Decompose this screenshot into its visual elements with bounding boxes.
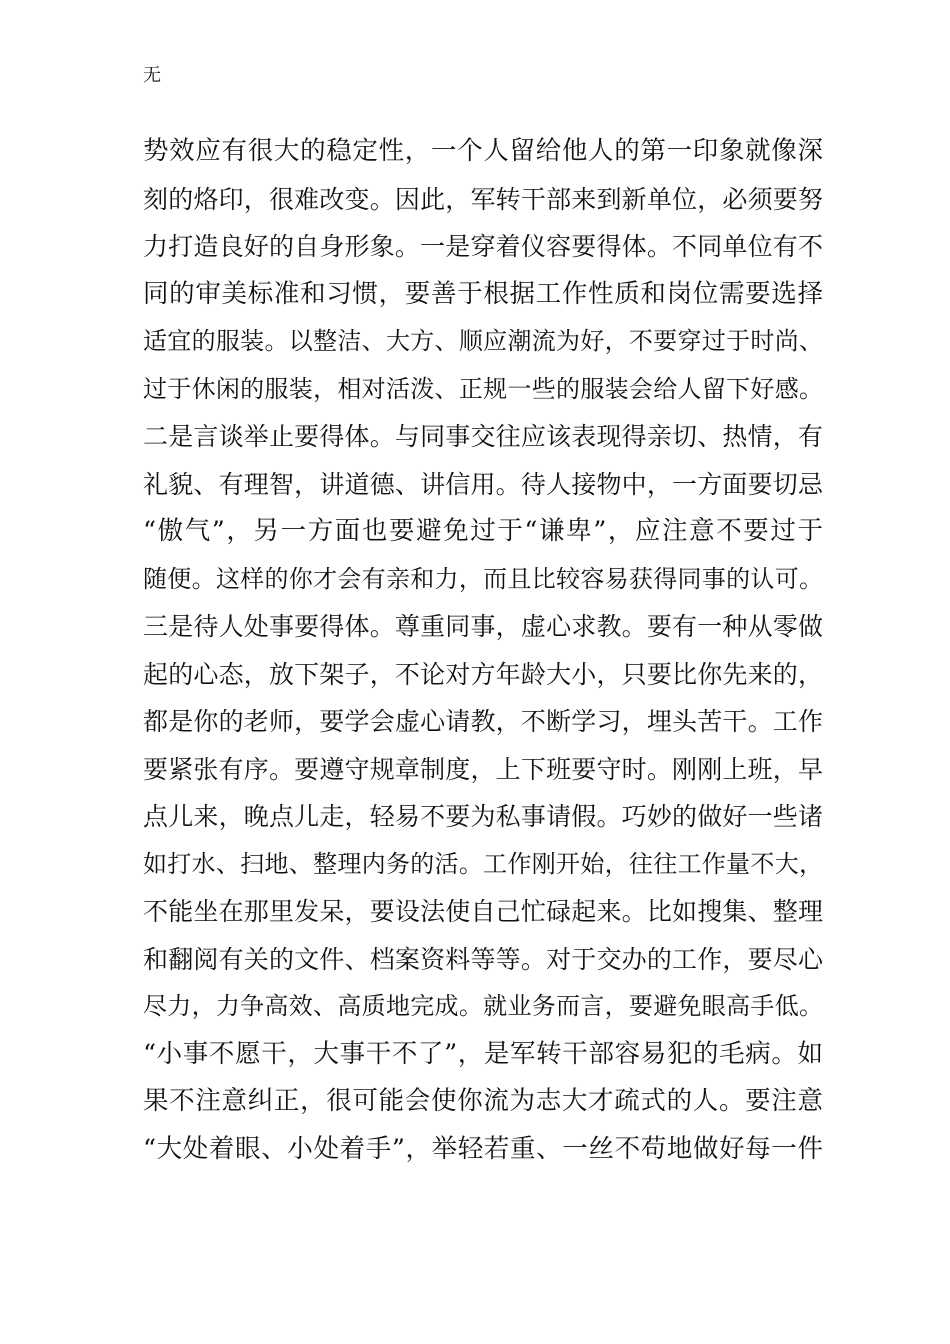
text-line: 如打水、扫地、整理内务的活。工作刚开始，往往工作量不大， — [143, 849, 823, 878]
text-line: “小事不愿干，大事干不了”，是军转干部容易犯的毛病。如 — [143, 1038, 823, 1069]
body-text — [143, 128, 823, 1173]
text-line: 二是言谈举止要得体。与同事交往应该表现得亲切、热情，有 — [143, 422, 823, 451]
text-line: 起的心态，放下架子，不论对方年龄大小，只要比你先来的， — [143, 659, 823, 689]
text-line: 同的审美标准和习惯，要善于根据工作性质和岗位需要选择 — [143, 278, 823, 309]
text-line: 力打造良好的自身形象。一是穿着仪容要得体。不同单位有不 — [143, 232, 823, 261]
text-line: “大处着眼、小处着手”，举轻若重、一丝不苟地做好每一件 — [143, 1133, 823, 1164]
text-line: 刻的烙印，很难改变。因此，军转干部来到新单位，必须要努 — [143, 184, 823, 214]
text-line: 三是待人处事要得体。尊重同事，虚心求教。要有一种从零做 — [143, 612, 823, 641]
page-header: 无 — [143, 65, 161, 86]
text-line: 随便。这样的你才会有亲和力，而且比较容易获得同事的认可。 — [143, 564, 823, 593]
text-line: “傲气”，另一方面也要避免过于“谦卑”，应注意不要过于 — [143, 516, 823, 546]
text-line: 适宜的服装。以整洁、大方、顺应潮流为好，不要穿过于时尚、 — [143, 327, 823, 355]
text-line: 都是你的老师，要学会虚心请教，不断学习，埋头苦干。工作 — [143, 707, 823, 736]
text-line: 要紧张有序。要遵守规章制度，上下班要守时。刚刚上班，早 — [143, 754, 823, 784]
text-line: 点儿来，晚点儿走，轻易不要为私事请假。巧妙的做好一些诸 — [143, 802, 823, 831]
text-line: 礼貌、有理智，讲道德、讲信用。待人接物中，一方面要切忌 — [143, 469, 823, 499]
text-line: 不能坐在那里发呆，要设法使自己忙碌起来。比如搜集、整理 — [143, 897, 823, 926]
text-line: 过于休闲的服装，相对活泼、正规一些的服装会给人留下好感。 — [143, 374, 823, 403]
text-line: 果不注意纠正，很可能会使你流为志大才疏式的人。要注意 — [143, 1086, 823, 1116]
text-line: 势效应有很大的稳定性，一个人留给他人的第一印象就像深 — [143, 136, 823, 166]
text-line: 尽力，力争高效、高质地完成。就业务而言，要避免眼高手低。 — [143, 992, 823, 1020]
text-line: 和翻阅有关的文件、档案资料等等。对于交办的工作，要尽心 — [143, 944, 823, 974]
